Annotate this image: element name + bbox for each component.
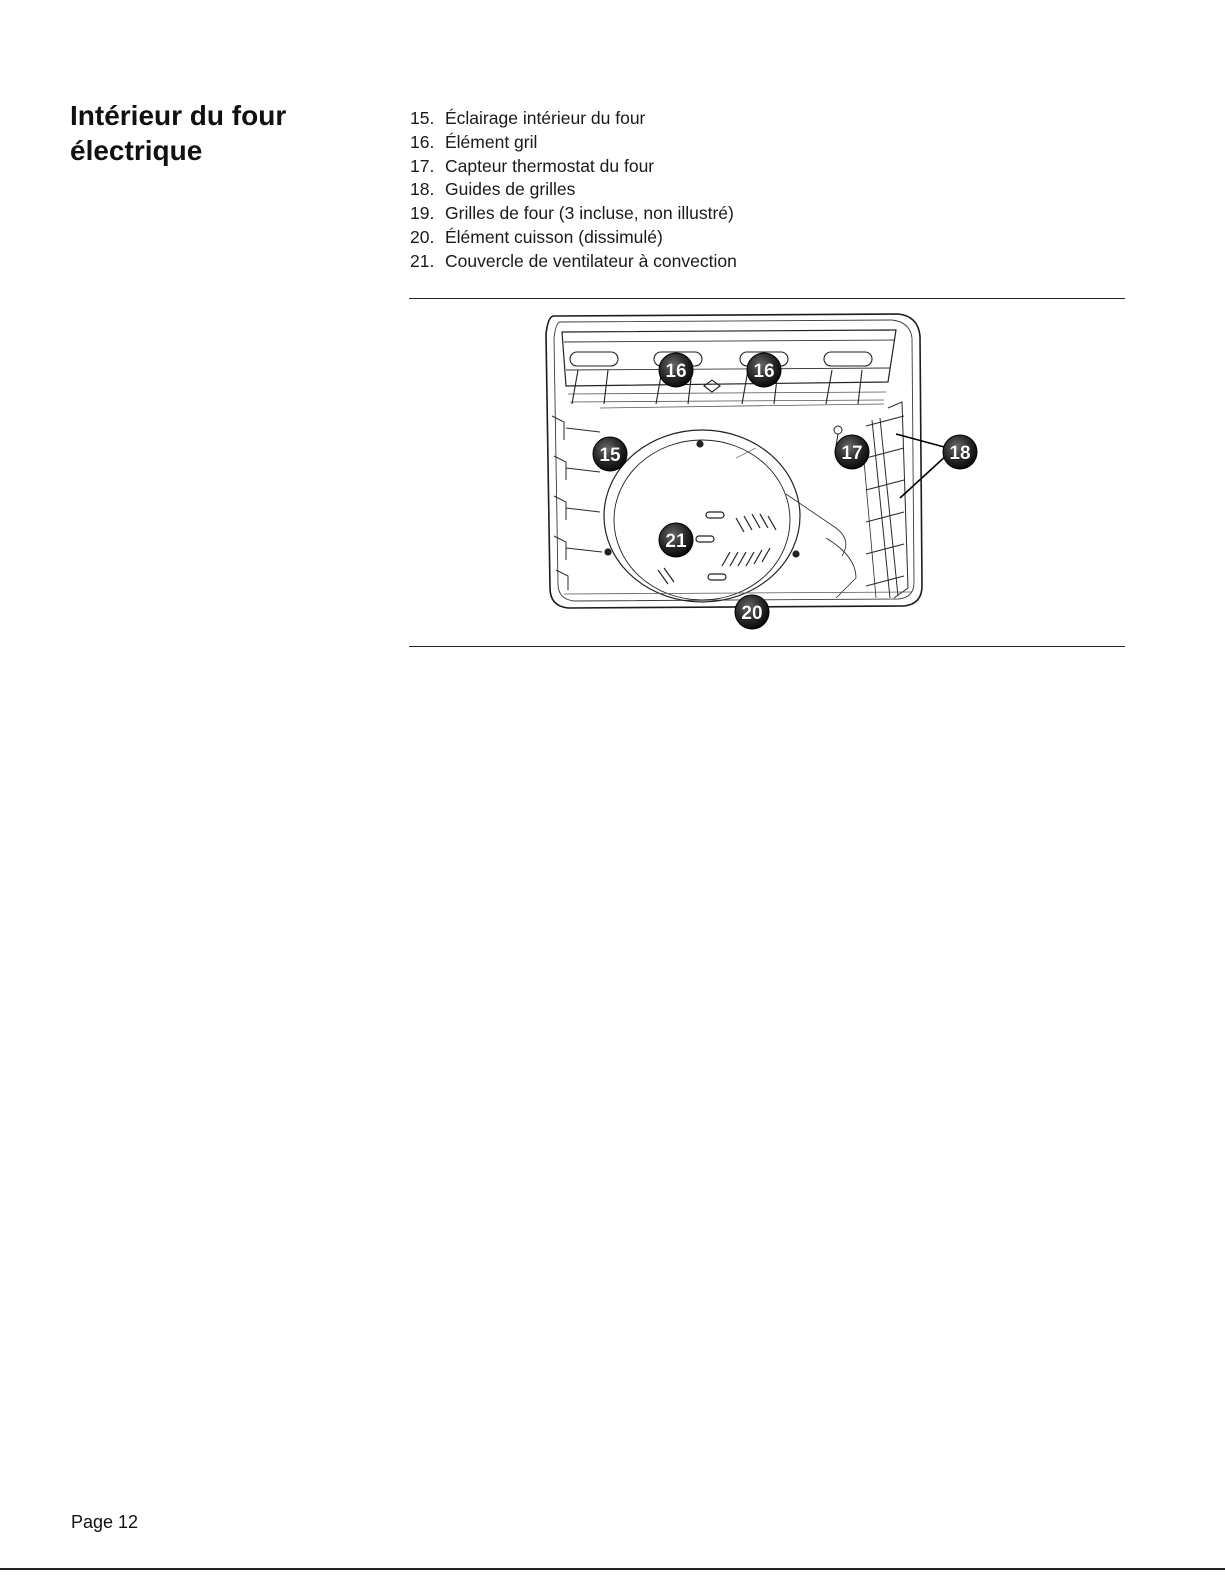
part-number: 17. [410,155,435,176]
callout-15 [593,437,627,471]
list-item [410,131,737,155]
callout-18 [943,435,977,469]
callout-16-right [747,353,781,387]
section-title-line-1: Intérieur du four [70,100,287,131]
callout-16-left-label: 16 [665,361,687,382]
page-number: Page 12 [71,1512,139,1532]
callout-21 [659,523,693,557]
list-item [410,202,737,226]
part-number: 16. [410,131,435,152]
list-item [410,155,737,179]
callout-20 [735,595,769,629]
broil-frame [562,330,896,386]
part-label: Grilles de four (3 incluse, non illustré) [445,203,734,224]
callout-17-label: 17 [841,443,863,464]
part-label: Couvercle de ventilateur à convection [445,250,737,271]
list-item [410,107,737,131]
callout-16-right-label: 16 [753,361,775,382]
callout-17 [835,435,869,469]
part-number: 20. [410,226,435,247]
part-number: 15. [410,108,435,128]
bottom-divider [409,646,1125,647]
callout-21-label: 21 [665,531,687,552]
callout-18-label: 18 [949,443,971,464]
part-label: Capteur thermostat du four [445,155,655,176]
part-label: Éclairage intérieur du four [445,108,646,128]
section-title-line-2: électrique [70,135,203,166]
part-label: Élément gril [445,131,538,152]
part-label: Guides de grilles [445,179,576,200]
oven-interior-diagram [536,308,996,640]
oven-illustration [536,308,996,640]
list-item [410,226,737,250]
part-number: 21. [410,250,435,271]
part-label: Élément cuisson (dissimulé) [445,226,663,247]
callout-15-label: 15 [599,445,621,466]
callout-20-label: 20 [741,603,763,624]
callout-16-left [659,353,693,387]
part-number: 18. [410,179,435,200]
footer-divider [0,1568,1225,1570]
top-divider [409,298,1125,299]
list-item [410,250,737,274]
part-number: 19. [410,203,435,224]
section-title [70,98,360,168]
list-item [410,178,737,202]
parts-list [410,107,737,274]
